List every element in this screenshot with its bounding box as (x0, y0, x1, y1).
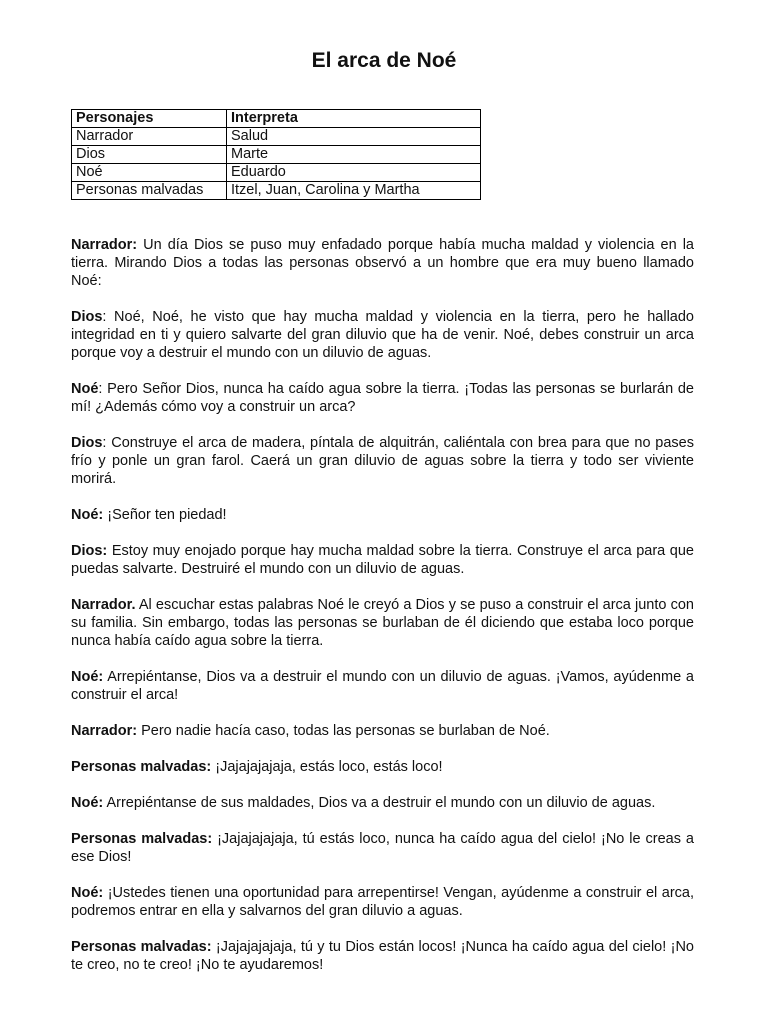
dialogue-text: Al escuchar estas palabras Noé le creyó a Dios y se puso a construir el arca junto con su familia. Sin embargo, todas las personas se burlaban de él diciendo que estaba loco porque nunca había caído agua sobre la tierra. (71, 597, 694, 649)
dialogue-text: Arrepiéntanse, Dios va a destruir el mundo con un diluvio de aguas. ¡Vamos, ayúdenme a construir el arca! (71, 669, 694, 703)
speaker-name: Noé (71, 381, 99, 397)
dialogue-line (71, 434, 694, 488)
dialogue-text: ¡Jajajajajaja, estás loco, estás loco! (211, 759, 443, 775)
cast-table-row (72, 164, 481, 182)
cast-performer-cell: Salud (227, 128, 481, 146)
dialogue-text: : Pero Señor Dios, nunca ha caído agua sobre la tierra. ¡Todas las personas se burlarán de mí! ¿Además cómo voy a construir un arca? (71, 381, 694, 415)
dialogue-line (71, 830, 694, 866)
dialogue-line (71, 794, 694, 812)
speaker-name: Personas malvadas: (71, 939, 212, 955)
dialogue-line (71, 596, 694, 650)
dialogue-line (71, 542, 694, 578)
dialogue-line (71, 668, 694, 704)
speaker-name: Dios: (71, 543, 108, 559)
dialogue-text: Estoy muy enojado porque hay mucha maldad sobre la tierra. Construye el arca para que puedas salvarte. Destruiré el mundo con un diluvio de aguas. (71, 543, 694, 577)
speaker-name: Narrador: (71, 723, 138, 739)
dialogue-line (71, 308, 694, 362)
cast-header-characters: Personajes (72, 110, 227, 128)
script-body (71, 236, 694, 992)
cast-performer-cell: Itzel, Juan, Carolina y Martha (227, 182, 481, 200)
speaker-name: Narrador. (71, 597, 136, 613)
speaker-name: Noé: (71, 507, 104, 523)
cast-performer-cell: Marte (227, 146, 481, 164)
dialogue-line (71, 506, 694, 524)
cast-character-cell: Dios (72, 146, 227, 164)
dialogue-text: Arrepiéntanse de sus maldades, Dios va a destruir el mundo con un diluvio de aguas. (103, 795, 656, 811)
cast-character-cell: Noé (72, 164, 227, 182)
dialogue-line (71, 236, 694, 290)
dialogue-text: : Construye el arca de madera, píntala de alquitrán, caliéntala con brea para que no pases frío y ponle un gran farol. Caerá un gran diluvio de aguas sobre la tierra y todo ser viviente morirá. (71, 435, 694, 487)
cast-character-cell: Personas malvadas (72, 182, 227, 200)
dialogue-text: ¡Jajajajajaja, tú estás loco, nunca ha caído agua del cielo! ¡No le creas a ese Dios! (71, 831, 694, 865)
speaker-name: Noé: (71, 669, 104, 685)
speaker-name: Dios (71, 309, 103, 325)
dialogue-line (71, 884, 694, 920)
document-title: El arca de Noé (311, 49, 457, 72)
cast-table-row (72, 128, 481, 146)
speaker-name: Personas malvadas: (71, 759, 212, 775)
cast-performer-cell: Eduardo (227, 164, 481, 182)
dialogue-text: ¡Señor ten piedad! (103, 507, 227, 523)
speaker-name: Noé: (71, 795, 104, 811)
dialogue-text: : Noé, Noé, he visto que hay mucha maldad y violencia en la tierra, pero he hallado integridad en ti y quiero salvarte del gran diluvio que ha de venir. Noé, debes construir un arca porque voy a destruir el mundo con un diluvio de aguas. (71, 309, 694, 361)
dialogue-text: Un día Dios se puso muy enfadado porque había mucha maldad y violencia en la tierra. Mirando Dios a todas las personas observó a un hombre que era muy bueno llamado Noé: (71, 237, 694, 289)
cast-table-row (72, 146, 481, 164)
dialogue-line (71, 380, 694, 416)
dialogue-line (71, 722, 694, 740)
dialogue-text: ¡Ustedes tienen una oportunidad para arrepentirse! Vengan, ayúdenme a construir el arca, podremos entrar en ella y salvarnos del gran diluvio a aguas. (71, 885, 694, 919)
dialogue-line (71, 758, 694, 776)
dialogue-text: ¡Jajajajajaja, tú y tu Dios están locos! ¡Nunca ha caído agua del cielo! ¡No te creo, no te creo! ¡No te ayudaremos! (71, 939, 694, 973)
dialogue-line (71, 938, 694, 974)
dialogue-text: Pero nadie hacía caso, todas las personas se burlaban de Noé. (137, 723, 550, 739)
cast-table-row (72, 182, 481, 200)
cast-character-cell: Narrador (72, 128, 227, 146)
cast-table-header-row (72, 110, 481, 128)
cast-header-performers: Interpreta (227, 110, 481, 128)
cast-table (71, 109, 481, 200)
speaker-name: Personas malvadas: (71, 831, 213, 847)
speaker-name: Narrador: (71, 237, 138, 253)
speaker-name: Dios (71, 435, 103, 451)
speaker-name: Noé: (71, 885, 104, 901)
